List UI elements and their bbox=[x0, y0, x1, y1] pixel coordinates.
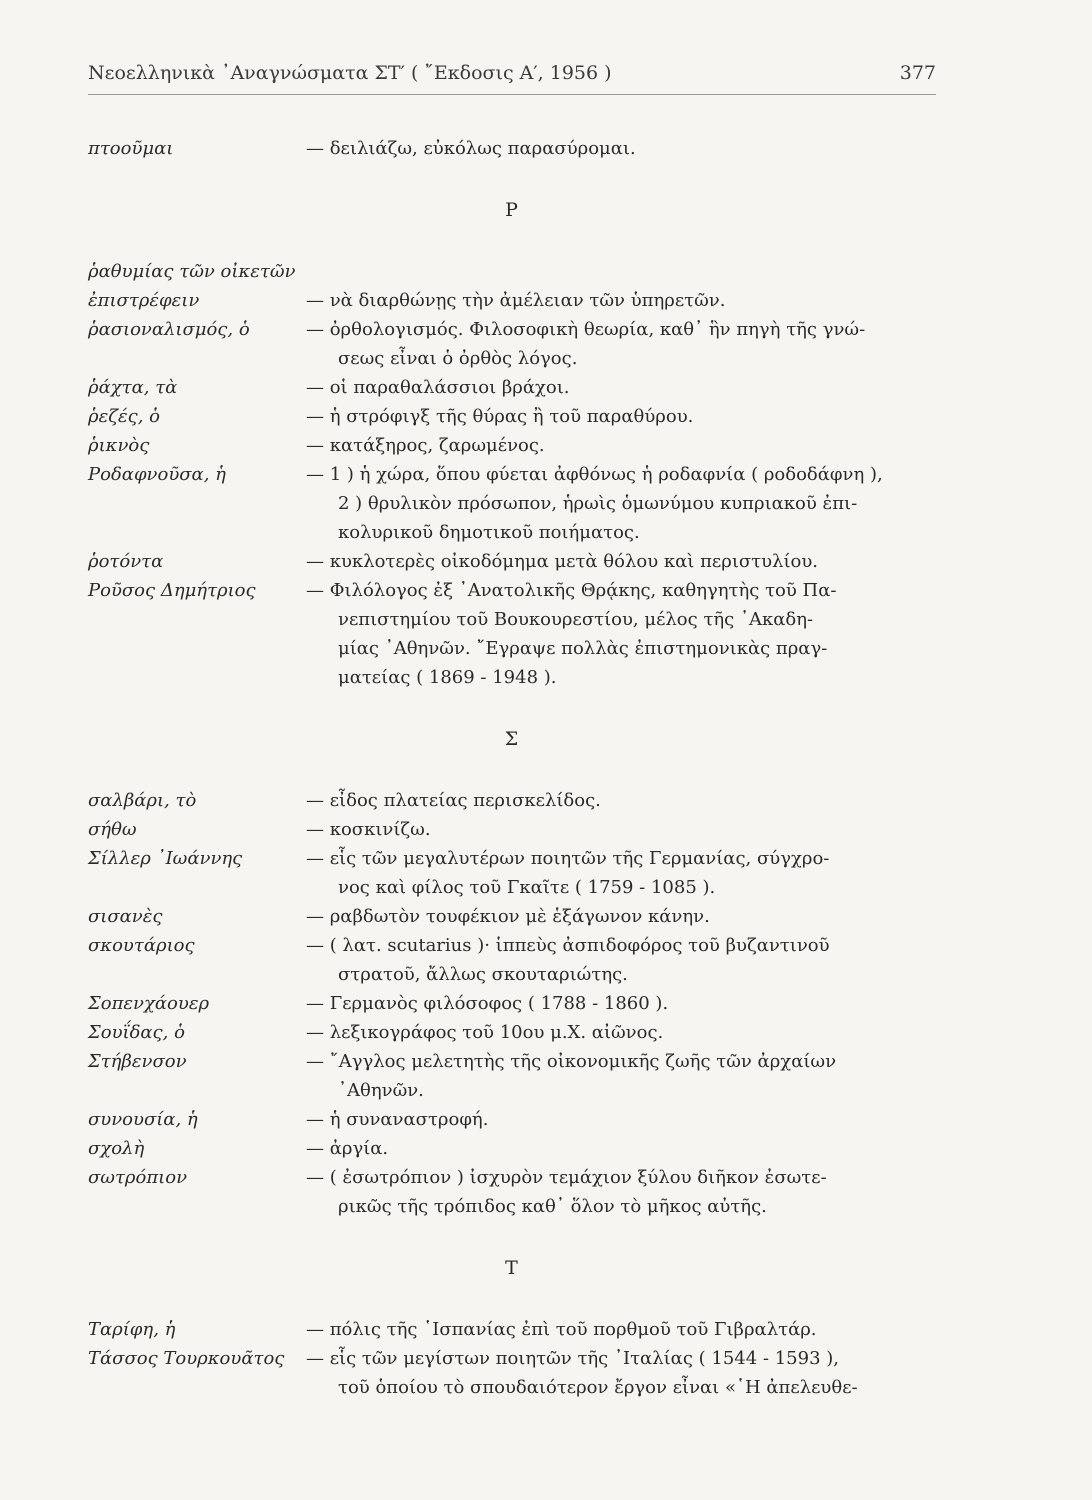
glossary-entry bbox=[88, 460, 936, 547]
glossary-entry bbox=[88, 1018, 936, 1047]
definition-line: — δειλιάζω, εὐκόλως παρασύρομαι. bbox=[306, 138, 636, 159]
section-letter-tau: Τ bbox=[505, 1257, 519, 1279]
entry-term: Ροδαφνοῦσα, ἡ bbox=[88, 464, 226, 485]
entry-term: Σοπενχάουερ bbox=[88, 993, 210, 1014]
entry-definition bbox=[306, 1134, 936, 1163]
entry-definition bbox=[306, 786, 936, 815]
glossary-entry bbox=[88, 1105, 936, 1134]
section-letter-sigma: Σ bbox=[504, 728, 520, 750]
glossary-entry bbox=[88, 576, 936, 692]
entry-term: ῥάχτα, τὰ bbox=[88, 377, 178, 398]
entry-definition bbox=[306, 1047, 936, 1105]
entry-term: ῥικνὸς bbox=[88, 435, 150, 456]
glossary-entry bbox=[88, 815, 936, 844]
definition-line: — 1 ) ἡ χώρα, ὅπου φύεται ἀφθόνως ἡ ροδαφνία ( ροδοδάφνη ), bbox=[306, 464, 883, 485]
glossary-entry bbox=[88, 1315, 936, 1344]
entry-term: συνουσία, ἡ bbox=[88, 1109, 198, 1130]
entry-definition bbox=[306, 547, 936, 576]
section-tau bbox=[88, 1315, 936, 1402]
entry-term: ἐπιστρέφειν bbox=[88, 290, 200, 311]
entry-term: Σουΐδας, ὁ bbox=[88, 1022, 185, 1043]
running-title: Νεοελληνικὰ ᾽Αναγνώσματα ΣΤ′ ( ῎Εκδοσις Α′, 1956 ) bbox=[88, 62, 612, 84]
glossary-preamble bbox=[88, 134, 936, 163]
definition-line: — κοσκινίζω. bbox=[306, 819, 431, 840]
entry-definition bbox=[306, 1105, 936, 1134]
entry-term: ῥασιοναλισμός, ὁ bbox=[88, 319, 250, 340]
glossary-entry bbox=[88, 902, 936, 931]
entry-term: Ταρίφη, ἡ bbox=[88, 1319, 176, 1340]
glossary-entry bbox=[88, 1134, 936, 1163]
definition-line: μίας ᾽Αθηνῶν. ῎Εγραψε πολλὰς ἐπιστημονικὰς πραγ- bbox=[338, 638, 828, 659]
definition-line: τοῦ ὁποίου τὸ σπουδαιότερον ἔργον εἶναι «῾Η ἀπελευθε- bbox=[338, 1377, 858, 1398]
definition-line: — νὰ διαρθώνῃς τὴν ἀμέλειαν τῶν ὑπηρετῶν. bbox=[306, 290, 726, 311]
entry-definition bbox=[306, 931, 936, 989]
glossary-entry bbox=[88, 402, 936, 431]
section-sigma bbox=[88, 786, 936, 1221]
definition-line: — εἷς τῶν μεγαλυτέρων ποιητῶν τῆς Γερμανίας, σύγχρο- bbox=[306, 848, 830, 869]
glossary-entry bbox=[88, 373, 936, 402]
glossary-entry bbox=[88, 1163, 936, 1221]
glossary-entry bbox=[88, 1344, 936, 1402]
entry-term: ῥαθυμίας τῶν οἰκετῶν bbox=[88, 261, 296, 282]
glossary-entry bbox=[88, 286, 936, 315]
definition-line: — Γερμανὸς φιλόσοφος ( 1788 - 1860 ). bbox=[306, 993, 669, 1014]
definition-line: — ραβδωτὸν τουφέκιον μὲ ἑξάγωνον κάνην. bbox=[306, 906, 710, 927]
definition-line: σεως εἶναι ὁ ὀρθὸς λόγος. bbox=[338, 348, 578, 369]
section-rho bbox=[88, 257, 936, 692]
entry-definition bbox=[306, 576, 936, 692]
section-letter-rho: Ρ bbox=[505, 199, 519, 221]
glossary-entry bbox=[88, 1047, 936, 1105]
entry-term: Ροῦσος Δημήτριος bbox=[88, 580, 256, 601]
definition-line: — οἱ παραθαλάσσιοι βράχοι. bbox=[306, 377, 570, 398]
definition-line: ρικῶς τῆς τρόπιδος καθ᾽ ὅλον τὸ μῆκος αὐτῆς. bbox=[338, 1196, 767, 1217]
entry-definition bbox=[306, 1315, 936, 1344]
entry-term: πτοοῦμαι bbox=[88, 138, 174, 159]
entry-term: σκουτάριος bbox=[88, 935, 195, 956]
definition-line: — Φιλόλογος ἐξ ᾽Ανατολικῆς Θρᾴκης, καθηγητὴς τοῦ Πα- bbox=[306, 580, 837, 601]
entry-definition bbox=[306, 431, 936, 460]
entry-definition bbox=[306, 844, 936, 902]
definition-line: ᾽Αθηνῶν. bbox=[338, 1080, 424, 1101]
entry-definition bbox=[306, 902, 936, 931]
definition-line: — ὀρθολογισμός. Φιλοσοφικὴ θεωρία, καθ᾽ ἣν πηγὴ τῆς γνώ- bbox=[306, 319, 866, 340]
entry-term: σαλβάρι, τὸ bbox=[88, 790, 197, 811]
entry-definition bbox=[306, 373, 936, 402]
definition-line: — ἀργία. bbox=[306, 1138, 389, 1159]
glossary-entry bbox=[88, 989, 936, 1018]
glossary-entry bbox=[88, 257, 936, 286]
entry-definition bbox=[306, 460, 936, 547]
glossary-entry bbox=[88, 134, 936, 163]
glossary bbox=[88, 134, 936, 1402]
glossary-entry bbox=[88, 431, 936, 460]
definition-line: — κατάξηρος, ζαρωμένος. bbox=[306, 435, 545, 456]
entry-definition bbox=[306, 1344, 936, 1402]
glossary-entry bbox=[88, 786, 936, 815]
entry-definition bbox=[306, 315, 936, 373]
entry-definition bbox=[306, 815, 936, 844]
definition-line: νεπιστημίου τοῦ Βουκουρεστίου, μέλος τῆς ᾽Ακαδη- bbox=[338, 609, 814, 630]
definition-line: — λεξικογράφος τοῦ 10ου μ.Χ. αἰῶνος. bbox=[306, 1022, 664, 1043]
page-header bbox=[88, 62, 936, 95]
definition-line: νος καὶ φίλος τοῦ Γκαῖτε ( 1759 - 1085 ). bbox=[338, 877, 716, 898]
entry-term: Σίλλερ ᾽Ιωάννης bbox=[88, 848, 243, 869]
definition-line: — πόλις τῆς ῾Ισπανίας ἐπὶ τοῦ πορθμοῦ τοῦ Γιβραλτάρ. bbox=[306, 1319, 817, 1340]
glossary-entry bbox=[88, 315, 936, 373]
entry-definition bbox=[306, 257, 936, 286]
definition-line: — ( ἐσωτρόπιον ) ἰσχυρὸν τεμάχιον ξύλου διῆκον ἐσωτε- bbox=[306, 1167, 827, 1188]
entry-term: Στήβενσον bbox=[88, 1051, 187, 1072]
entry-definition bbox=[306, 134, 936, 163]
entry-definition bbox=[306, 1018, 936, 1047]
definition-line: — εἶδος πλατείας περισκελίδος. bbox=[306, 790, 601, 811]
entry-definition bbox=[306, 286, 936, 315]
entry-term: Τάσσος Τουρκουᾶτος bbox=[88, 1348, 285, 1369]
definition-line: — ἡ στρόφιγξ τῆς θύρας ἢ τοῦ παραθύρου. bbox=[306, 406, 694, 427]
entry-definition bbox=[306, 1163, 936, 1221]
glossary-entry bbox=[88, 547, 936, 576]
glossary-entry bbox=[88, 931, 936, 989]
entry-term: σήθω bbox=[88, 819, 137, 840]
entry-definition bbox=[306, 402, 936, 431]
entry-term: ῥοτόντα bbox=[88, 551, 164, 572]
definition-line: — ἡ συναναστροφή. bbox=[306, 1109, 489, 1130]
entry-term: ῥεζές, ὁ bbox=[88, 406, 161, 427]
page-number: 377 bbox=[899, 62, 936, 84]
definition-line: — κυκλοτερὲς οἰκοδόμημα μετὰ θόλου καὶ περιστυλίου. bbox=[306, 551, 819, 572]
glossary-entry bbox=[88, 844, 936, 902]
definition-line: ματείας ( 1869 - 1948 ). bbox=[338, 667, 557, 688]
entry-term: σωτρόπιον bbox=[88, 1167, 188, 1188]
entry-term: σισανὲς bbox=[88, 906, 163, 927]
definition-line: 2 ) θρυλικὸν πρόσωπον, ἡρωὶς ὁμωνύμου κυπριακοῦ ἐπι- bbox=[338, 493, 858, 514]
definition-line: — ῎Αγγλος μελετητὴς τῆς οἰκονομικῆς ζωῆς τῶν ἀρχαίων bbox=[306, 1051, 837, 1072]
definition-line: κολυρικοῦ δημοτικοῦ ποιήματος. bbox=[338, 522, 640, 543]
definition-line: — ( λατ. scutarius )· ἱππεὺς ἀσπιδοφόρος τοῦ βυζαντινοῦ bbox=[306, 935, 830, 956]
definition-line: στρατοῦ, ἄλλως σκουταριώτης. bbox=[338, 964, 628, 985]
entry-term: σχολὴ bbox=[88, 1138, 145, 1159]
definition-line: — εἷς τῶν μεγίστων ποιητῶν τῆς ᾽Ιταλίας ( 1544 - 1593 ), bbox=[306, 1348, 839, 1369]
entry-definition bbox=[306, 989, 936, 1018]
